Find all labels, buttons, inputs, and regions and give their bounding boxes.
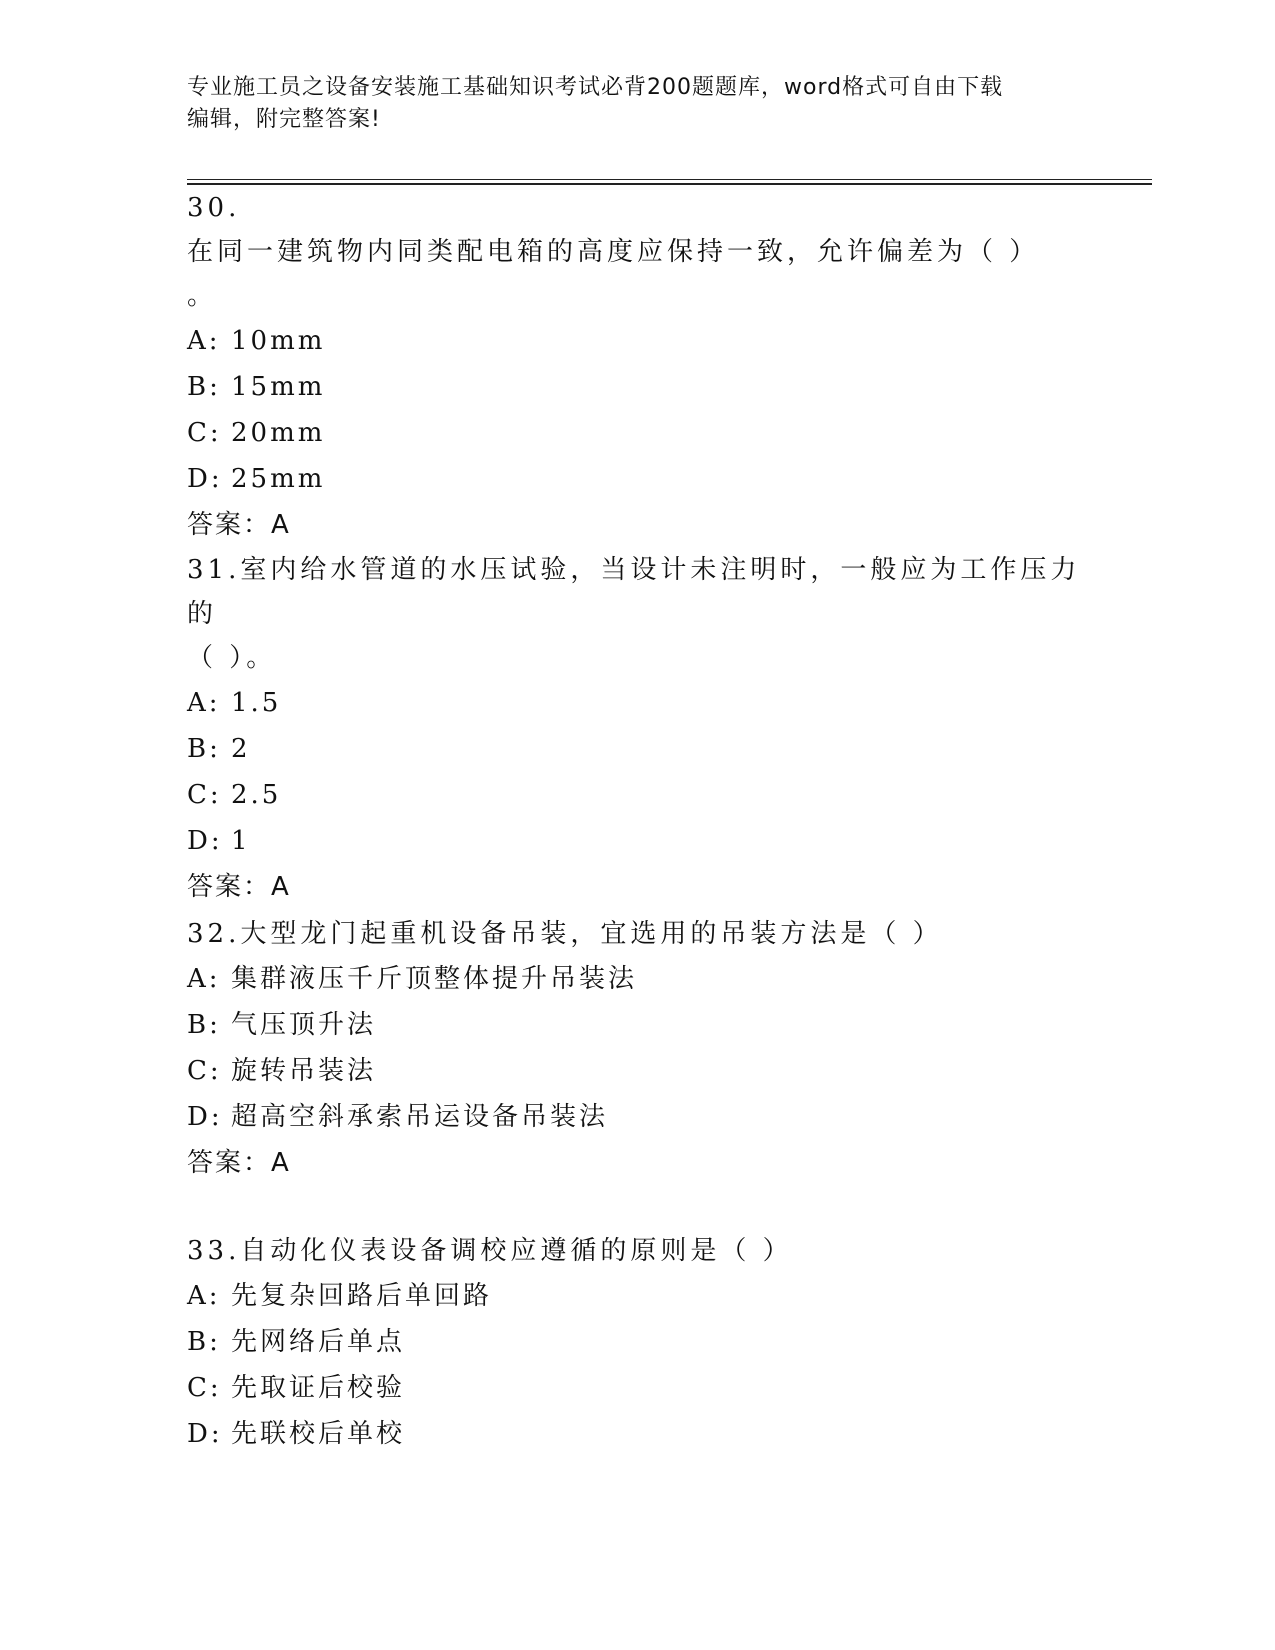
option-b (187, 726, 1087, 772)
question-number: 33. (187, 1236, 241, 1266)
header-line-1: 专业施工员之设备安装施工基础知识考试必背200题题库，word格式可自由下载 (187, 75, 1004, 100)
question-body: 室内给水管道的水压试验，当设计未注明时，一般应为工作压力的 (187, 555, 1081, 629)
option-key: B: (187, 734, 221, 764)
question-number: 31. (187, 555, 241, 585)
question-body: 大型龙门起重机设备吊装，宜选用的吊装方法是（ ） (240, 919, 943, 949)
option-b (187, 364, 1087, 410)
question-body: 在同一建筑物内同类配电箱的高度应保持一致，允许偏差为（ ） (187, 237, 1040, 267)
option-value: 15mm (231, 372, 326, 402)
question-text (187, 548, 1087, 680)
option-key: D: (187, 826, 223, 856)
option-value: 先取证后校验 (231, 1373, 406, 1403)
option-a (187, 318, 1087, 364)
option-value: 先复杂回路后单回路 (231, 1281, 493, 1311)
option-key: D: (187, 1102, 223, 1132)
header-divider-thick (187, 183, 1152, 185)
option-key: B: (187, 372, 221, 402)
option-c (187, 1365, 1087, 1411)
header-divider-thin (187, 179, 1152, 180)
option-a (187, 956, 1087, 1002)
document-header (187, 72, 1087, 136)
question-body: 自动化仪表设备调校应遵循的原则是（ ） (240, 1236, 793, 1266)
question-number: 30. (187, 193, 241, 223)
option-key: A: (187, 964, 221, 994)
option-key: D: (187, 464, 223, 494)
option-d (187, 1094, 1087, 1140)
option-value: 1 (231, 826, 251, 856)
option-value: 气压顶升法 (231, 1010, 377, 1040)
option-value: 2.5 (231, 780, 282, 810)
option-key: A: (187, 688, 221, 718)
question-text-continuation: 。 (187, 281, 218, 311)
option-c (187, 1048, 1087, 1094)
option-a (187, 680, 1087, 726)
option-value: 先联校后单校 (231, 1419, 406, 1449)
option-value: 先网络后单点 (231, 1327, 406, 1357)
option-key: C: (187, 1056, 222, 1086)
option-value: 旋转吊装法 (231, 1056, 377, 1086)
question-31 (187, 548, 1087, 910)
option-value: 25mm (231, 464, 326, 494)
option-c (187, 772, 1087, 818)
option-key: C: (187, 418, 222, 448)
answer: 答案：A (187, 1148, 291, 1178)
option-key: C: (187, 1373, 222, 1403)
option-value: 1.5 (231, 688, 282, 718)
answer: 答案：A (187, 510, 291, 540)
option-a (187, 1273, 1087, 1319)
option-b (187, 1002, 1087, 1048)
question-number: 32. (187, 919, 241, 949)
question-30 (187, 186, 1087, 548)
option-d (187, 818, 1087, 864)
answer: 答案：A (187, 872, 291, 902)
option-key: A: (187, 326, 221, 356)
header-line-2: 编辑，附完整答案! (187, 107, 381, 132)
question-text (187, 912, 1087, 956)
question-32 (187, 912, 1087, 1186)
question-text-continuation: （ ）。 (187, 643, 277, 673)
option-key: B: (187, 1327, 221, 1357)
question-33 (187, 1229, 1087, 1457)
option-value: 超高空斜承索吊运设备吊装法 (231, 1102, 609, 1132)
option-c (187, 410, 1087, 456)
option-key: C: (187, 780, 222, 810)
option-value: 集群液压千斤顶整体提升吊装法 (231, 964, 638, 994)
option-key: B: (187, 1010, 221, 1040)
option-d (187, 1411, 1087, 1457)
option-value: 2 (231, 734, 251, 764)
option-b (187, 1319, 1087, 1365)
option-value: 20mm (231, 418, 326, 448)
option-value: 10mm (231, 326, 326, 356)
question-text (187, 186, 1087, 318)
option-d (187, 456, 1087, 502)
option-key: D: (187, 1419, 223, 1449)
option-key: A: (187, 1281, 221, 1311)
question-text (187, 1229, 1087, 1273)
